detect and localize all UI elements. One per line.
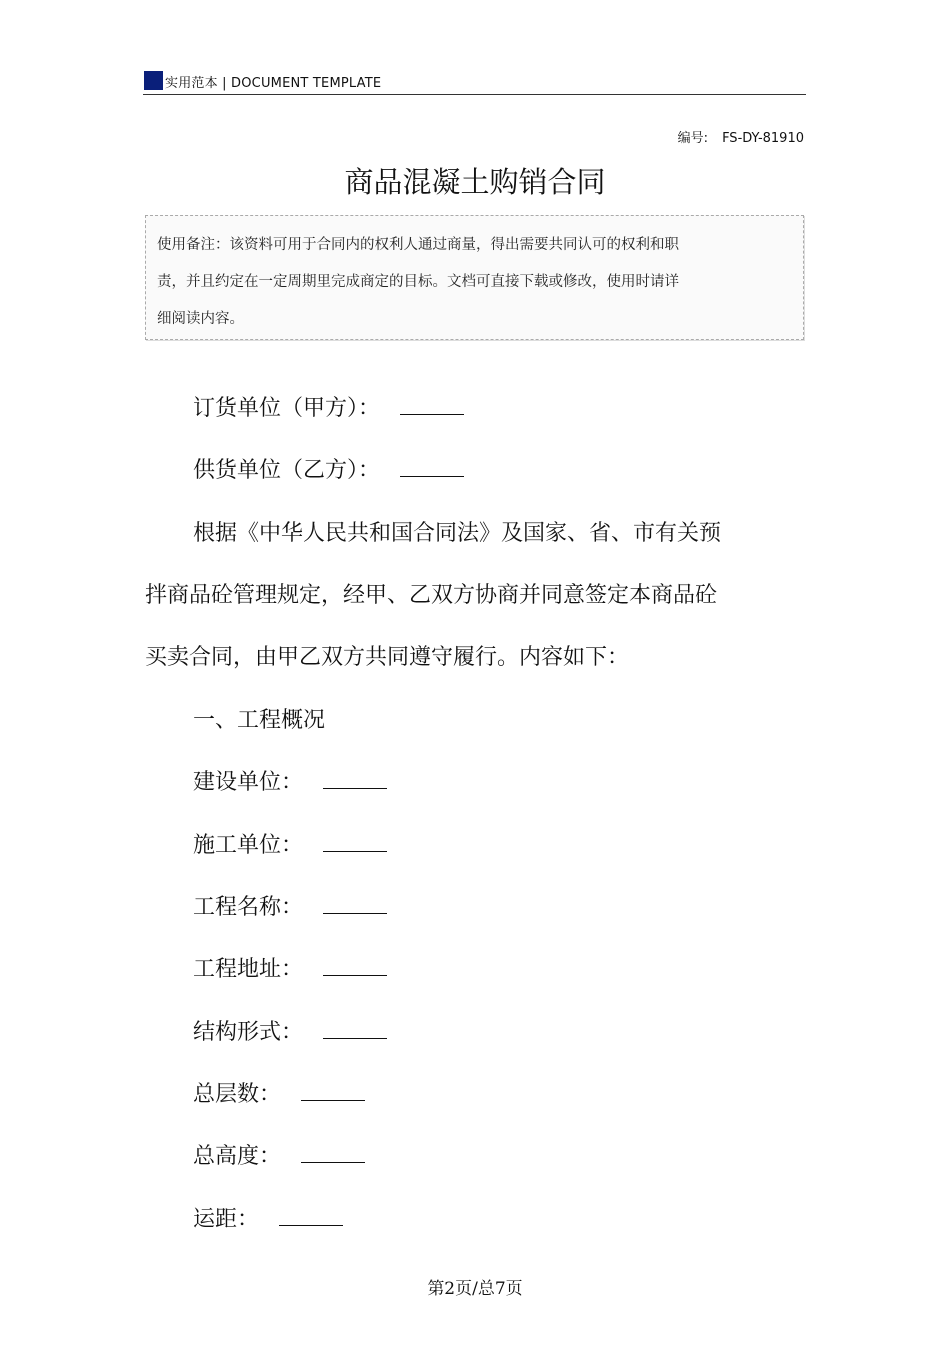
usage-note-box	[145, 215, 804, 340]
field-blank[interactable]	[323, 1020, 387, 1039]
paragraph-line: 买卖合同，由甲乙双方共同遵守履行。内容如下：	[145, 645, 630, 670]
field-builder	[193, 765, 387, 796]
field-floors	[193, 1077, 365, 1108]
party-b-label: 供货单位（乙方）：	[193, 458, 381, 483]
field-blank[interactable]	[323, 895, 387, 914]
field-distance	[193, 1202, 343, 1233]
field-height	[193, 1139, 365, 1170]
party-a-line	[193, 391, 464, 422]
field-project-address	[193, 952, 387, 983]
paragraph-line: 根据《中华人民共和国合同法》及国家、省、市有关预	[193, 521, 722, 546]
field-blank[interactable]	[301, 1082, 365, 1101]
field-blank[interactable]	[323, 957, 387, 976]
field-label: 总高度：	[193, 1144, 282, 1169]
field-label: 运距：	[193, 1207, 260, 1232]
field-blank[interactable]	[323, 770, 387, 789]
page-header	[143, 68, 806, 95]
document-number	[678, 127, 804, 146]
field-label: 总层数：	[193, 1082, 282, 1107]
field-label: 建设单位：	[193, 770, 304, 795]
field-label: 结构形式：	[193, 1020, 304, 1045]
field-label: 工程地址：	[193, 957, 304, 982]
note-line: 细阅读内容。	[157, 311, 244, 327]
party-b-blank[interactable]	[400, 458, 464, 477]
logo-square-icon	[144, 71, 163, 90]
field-contractor	[193, 828, 387, 859]
field-label: 工程名称：	[193, 895, 304, 920]
party-b-line	[193, 453, 464, 484]
field-blank[interactable]	[279, 1207, 343, 1226]
field-structure	[193, 1015, 387, 1046]
field-project-name	[193, 890, 387, 921]
document-number-label: 编号:	[677, 131, 709, 146]
page-title: 商品混凝土购销合同	[344, 165, 606, 199]
page-number-footer: 第2页/总7页	[427, 1279, 523, 1299]
field-blank[interactable]	[301, 1144, 365, 1163]
paragraph-line: 拌商品砼管理规定，经甲、乙双方协商并同意签定本商品砼	[145, 583, 718, 608]
field-label: 施工单位：	[193, 833, 304, 858]
note-line: 使用备注：该资料可用于合同内的权利人通过商量，得出需要共同认可的权利和职	[157, 237, 679, 253]
document-number-value: FS-DY-81910	[722, 131, 804, 146]
party-a-label: 订货单位（甲方）：	[193, 396, 381, 421]
header-text: 实用范本 | DOCUMENT TEMPLATE	[165, 76, 382, 91]
field-blank[interactable]	[323, 833, 387, 852]
section-heading: 一、工程概况	[193, 708, 326, 733]
note-line: 责，并且约定在一定周期里完成商定的目标。文档可直接下载或修改，使用时请详	[157, 274, 679, 290]
party-a-blank[interactable]	[400, 396, 464, 415]
